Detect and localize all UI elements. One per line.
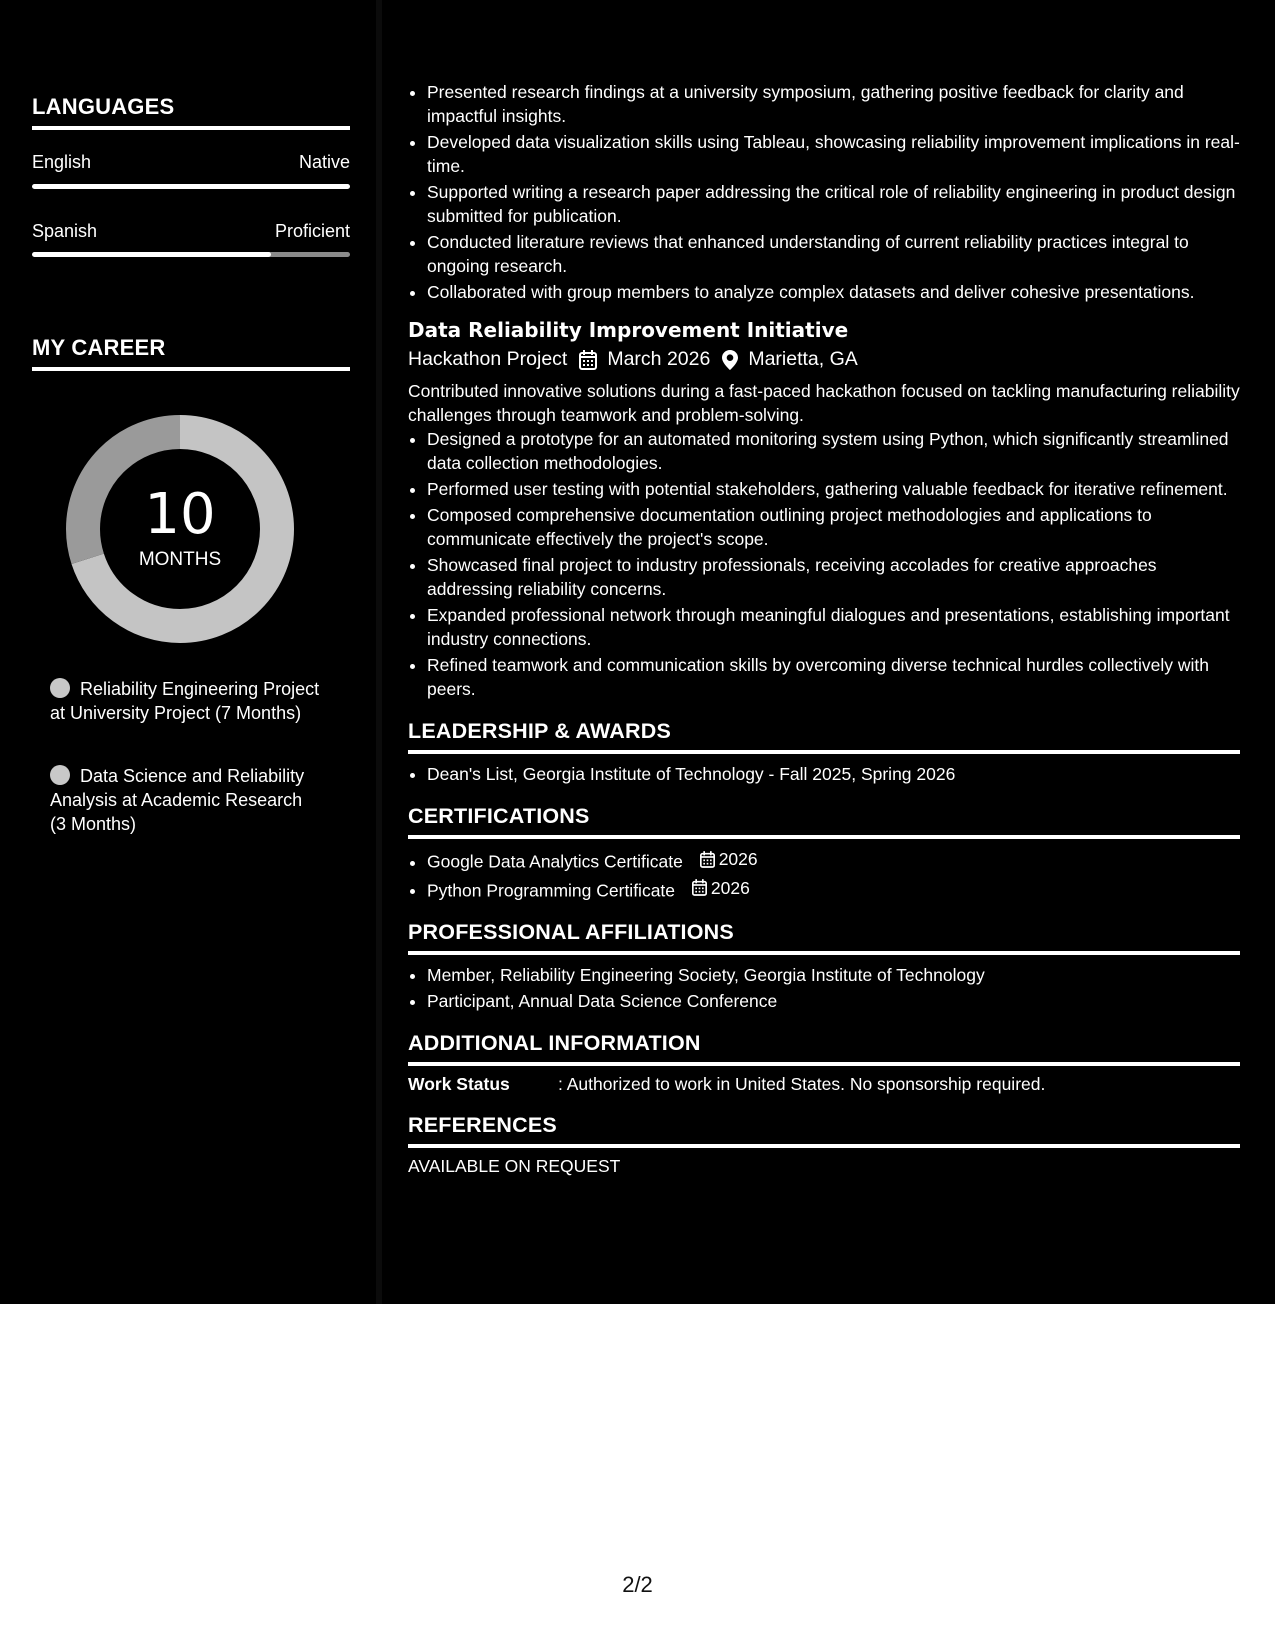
affiliations-heading: PROFESSIONAL AFFILIATIONS <box>408 920 1240 955</box>
calendar-icon <box>692 879 707 896</box>
cert-name: Python Programming Certificate <box>427 880 676 900</box>
leadership-heading: LEADERSHIP & AWARDS <box>408 719 1240 754</box>
list-item: • Developed data visualization skills using Tableau, showcasing reliability improvement implications in real-time. <box>427 130 1240 178</box>
calendar-icon <box>700 851 715 868</box>
career-donut <box>65 414 295 644</box>
list-item: • Collaborated with group members to analyze complex datasets and deliver cohesive presentations. <box>427 280 1240 304</box>
language-row-english <box>32 152 350 173</box>
cert-year: 2026 <box>710 877 750 898</box>
project-description: Contributed innovative solutions during a fast-paced hackathon focused on tackling manufacturing reliability challenges through teamwork and problem-solving. <box>408 381 1240 425</box>
career-heading: MY CAREER <box>32 335 350 371</box>
work-status-label: Work Status <box>408 1074 510 1094</box>
project-meta <box>408 348 1240 371</box>
leadership-list <box>408 762 1240 786</box>
project-type: Hackathon Project <box>408 348 568 370</box>
left-column <box>0 0 378 1304</box>
language-bar-english <box>32 184 350 189</box>
legend-dot <box>50 678 70 698</box>
list-item: • Showcased final project to industry professionals, receiving accolades for creative approaches addressing reliability concerns. <box>427 553 1240 601</box>
project-date: March 2026 <box>607 348 711 370</box>
references-text: AVAILABLE ON REQUEST <box>408 1156 621 1176</box>
language-row-spanish <box>32 221 350 242</box>
language-bar-fill <box>32 252 271 257</box>
page-number: 2/2 <box>622 1572 653 1597</box>
languages-heading: LANGUAGES <box>32 94 350 130</box>
career-total-number: 10 <box>144 482 216 547</box>
list-item: • Performed user testing with potential stakeholders, gathering valuable feedback for iterative refinement. <box>427 477 1240 501</box>
list-item: • Refined teamwork and communication skills by overcoming diverse technical hurdles collectively with peers. <box>427 653 1240 701</box>
experience-bullets <box>408 80 1240 304</box>
work-status-row <box>408 1074 1240 1095</box>
language-bar-fill <box>32 184 350 189</box>
project-bullets <box>408 427 1240 701</box>
list-item: • Dean's List, Georgia Institute of Technology - Fall 2025, Spring 2026 <box>427 762 1240 786</box>
work-status-value: : Authorized to work in United States. No sponsorship required. <box>558 1074 1046 1094</box>
language-level: Proficient <box>274 221 350 241</box>
references-heading: REFERENCES <box>408 1113 1240 1148</box>
list-item: • Conducted literature reviews that enhanced understanding of current reliability practices integral to ongoing research. <box>427 230 1240 278</box>
language-bar-spanish <box>32 252 350 257</box>
list-item: • Expanded professional network through meaningful dialogues and presentations, establishing important industry connections. <box>427 603 1240 651</box>
career-legend-item <box>50 677 320 725</box>
list-item <box>427 876 1240 903</box>
certifications-list <box>408 847 1240 902</box>
legend-label: Reliability Engineering Project at University Project (7 Months) <box>50 679 320 723</box>
cert-name: Google Data Analytics Certificate <box>427 851 683 872</box>
language-name: Spanish <box>32 221 98 241</box>
career-legend-item <box>50 764 320 836</box>
calendar-icon <box>579 350 597 370</box>
column-divider <box>376 0 382 1304</box>
project-location: Marietta, GA <box>748 348 858 370</box>
project-title: Data Reliability Improvement Initiative <box>408 318 849 342</box>
list-item: • Supported writing a research paper addressing the critical role of reliability engineering in product design submitted for publication. <box>427 180 1240 228</box>
language-name: English <box>32 152 92 172</box>
certifications-heading: CERTIFICATIONS <box>408 804 1240 839</box>
list-item: • Presented research findings at a university symposium, gathering positive feedback for clarity and impactful insights. <box>427 80 1240 128</box>
list-item: • Designed a prototype for an automated monitoring system using Python, which significantly streamlined data collection methodologies. <box>427 427 1240 475</box>
legend-label: Data Science and Reliability Analysis at Academic Research (3 Months) <box>50 766 305 834</box>
additional-info-heading: ADDITIONAL INFORMATION <box>408 1031 1240 1066</box>
legend-dot <box>50 765 70 785</box>
list-item: • Composed comprehensive documentation outlining project methodologies and applications to communicate effectively the project's scope. <box>427 503 1240 551</box>
career-total-unit: MONTHS <box>138 549 222 570</box>
cert-year: 2026 <box>718 849 758 869</box>
main-content <box>408 80 1240 1177</box>
list-item <box>427 847 1240 874</box>
language-level: Native <box>298 152 350 172</box>
list-item: • Participant, Annual Data Science Conference <box>427 989 1240 1013</box>
location-pin-icon <box>722 350 738 370</box>
list-item: • Member, Reliability Engineering Society, Georgia Institute of Technology <box>427 963 1240 987</box>
affiliations-list <box>408 963 1240 1013</box>
